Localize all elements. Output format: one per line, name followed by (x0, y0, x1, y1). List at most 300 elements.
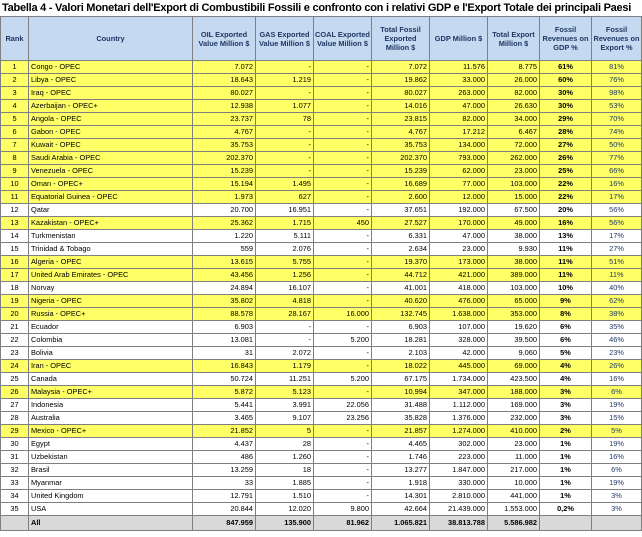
total-fossil-cell: 40.620 (372, 295, 430, 308)
country-cell: Mexico - OPEC+ (29, 425, 193, 438)
gas-cell: 12.020 (256, 503, 314, 516)
fossil-on-gdp-cell: 4% (540, 373, 592, 386)
total-export-cell: 19.620 (488, 321, 540, 334)
gdp-cell: 302.000 (430, 438, 488, 451)
total-export-cell: 232.000 (488, 412, 540, 425)
oil-cell: 88.578 (193, 308, 256, 321)
total-export: 5.586.982 (488, 516, 540, 531)
coal-cell: - (314, 464, 372, 477)
total-fossil-cell: 19.370 (372, 256, 430, 269)
total-fossil-cell: 35.753 (372, 139, 430, 152)
oil-cell: 4.437 (193, 438, 256, 451)
total-export-cell: 26.000 (488, 74, 540, 87)
fossil-on-gdp-cell: 61% (540, 61, 592, 74)
rank-cell: 27 (1, 399, 29, 412)
gdp-cell: 1.376.000 (430, 412, 488, 425)
table-row (1, 61, 642, 74)
gas-cell: 1.077 (256, 100, 314, 113)
rank-cell: 5 (1, 113, 29, 126)
gdp-cell: 12.000 (430, 191, 488, 204)
fossil-on-gdp-cell: 11% (540, 269, 592, 282)
rank-cell: 7 (1, 139, 29, 152)
total-fossil-cell: 202.370 (372, 152, 430, 165)
total-export-cell: 23.000 (488, 438, 540, 451)
fossil-on-export-cell: 35% (592, 321, 642, 334)
fossil-on-gdp-cell: 26% (540, 152, 592, 165)
total-export-cell: 262.000 (488, 152, 540, 165)
gdp-cell: 1.734.000 (430, 373, 488, 386)
header-oil: OIL Exported Value Million $ (193, 17, 256, 61)
oil-cell: 3.465 (193, 412, 256, 425)
header-fossil-on-gdp: Fossil Revenues on GDP % (540, 17, 592, 61)
total-fossil-cell: 14.301 (372, 490, 430, 503)
oil-cell: 43.456 (193, 269, 256, 282)
coal-cell: 23.256 (314, 412, 372, 425)
oil-cell: 33 (193, 477, 256, 490)
total-fossil-cell: 14.016 (372, 100, 430, 113)
fossil-on-export-cell: 23% (592, 347, 642, 360)
fossil-on-gdp-cell: 60% (540, 74, 592, 87)
table-row (1, 321, 642, 334)
fossil-on-export-cell: 26% (592, 360, 642, 373)
fossil-on-export-cell: 70% (592, 113, 642, 126)
gas-cell: - (256, 126, 314, 139)
total-export-cell: 11.000 (488, 451, 540, 464)
gdp-cell: 134.000 (430, 139, 488, 152)
coal-cell: - (314, 113, 372, 126)
table-row (1, 373, 642, 386)
total-fossil-cell: 1.918 (372, 477, 430, 490)
rank-cell: 10 (1, 178, 29, 191)
oil-cell: 20.700 (193, 204, 256, 217)
gas-cell: 28.167 (256, 308, 314, 321)
coal-cell: - (314, 74, 372, 87)
total-fossil-cell: 2.103 (372, 347, 430, 360)
total-rank-cell (1, 516, 29, 531)
rank-cell: 22 (1, 334, 29, 347)
gas-cell: 1.885 (256, 477, 314, 490)
gdp-cell: 223.000 (430, 451, 488, 464)
oil-cell: 13.259 (193, 464, 256, 477)
country-cell: Oman - OPEC+ (29, 178, 193, 191)
table-row (1, 386, 642, 399)
fossil-on-gdp-cell: 1% (540, 451, 592, 464)
gdp-cell: 793.000 (430, 152, 488, 165)
table-row (1, 100, 642, 113)
gas-cell: 18 (256, 464, 314, 477)
country-cell: Australia (29, 412, 193, 425)
fossil-on-gdp-cell: 5% (540, 347, 592, 360)
gas-cell: 9.107 (256, 412, 314, 425)
table-row (1, 165, 642, 178)
gdp-cell: 418.000 (430, 282, 488, 295)
table-row (1, 464, 642, 477)
fossil-on-gdp-cell: 6% (540, 321, 592, 334)
table-row (1, 503, 642, 516)
coal-cell: - (314, 204, 372, 217)
gas-cell: 1.256 (256, 269, 314, 282)
table-title: Tabella 4 - Valori Monetari dell'Export di Combustibili Fossili e confronto con i relativi GDP e l'Export Totale dei principali Paesi (2, 2, 632, 14)
gas-cell: 1.510 (256, 490, 314, 503)
fossil-on-gdp-cell: 11% (540, 243, 592, 256)
gdp-cell: 17.212 (430, 126, 488, 139)
gas-cell: 627 (256, 191, 314, 204)
fossil-on-gdp-cell: 2% (540, 425, 592, 438)
total-fossil-cell: 1.746 (372, 451, 430, 464)
fossil-on-export-cell: 76% (592, 74, 642, 87)
rank-cell: 14 (1, 230, 29, 243)
table-row (1, 87, 642, 100)
rank-cell: 28 (1, 412, 29, 425)
rank-cell: 20 (1, 308, 29, 321)
total-fossil-cell: 4.767 (372, 126, 430, 139)
fossil-on-export-cell: 46% (592, 334, 642, 347)
oil-cell: 15.194 (193, 178, 256, 191)
table-row (1, 204, 642, 217)
fossil-on-gdp-cell: 1% (540, 464, 592, 477)
country-cell: Colombia (29, 334, 193, 347)
country-cell: United Kingdom (29, 490, 193, 503)
gas-cell: - (256, 165, 314, 178)
fossil-on-gdp-cell: 25% (540, 165, 592, 178)
country-cell: Norvay (29, 282, 193, 295)
coal-cell: - (314, 490, 372, 503)
coal-cell: - (314, 256, 372, 269)
fossil-on-export-cell: 19% (592, 477, 642, 490)
fossil-on-export-cell: 17% (592, 230, 642, 243)
oil-cell: 35.753 (193, 139, 256, 152)
coal-cell: - (314, 165, 372, 178)
gdp-cell: 263.000 (430, 87, 488, 100)
fossil-on-gdp-cell: 1% (540, 477, 592, 490)
fossil-on-gdp-cell: 30% (540, 87, 592, 100)
rank-cell: 31 (1, 451, 29, 464)
fossil-on-gdp-cell: 1% (540, 490, 592, 503)
fossil-on-gdp-cell: 30% (540, 100, 592, 113)
oil-cell: 5.441 (193, 399, 256, 412)
oil-cell: 4.767 (193, 126, 256, 139)
gas-cell: 1.715 (256, 217, 314, 230)
coal-cell: - (314, 360, 372, 373)
total-fossil-cell: 13.277 (372, 464, 430, 477)
gas-cell: - (256, 321, 314, 334)
table-row (1, 308, 642, 321)
fossil-on-gdp-cell: 4% (540, 360, 592, 373)
gdp-cell: 42.000 (430, 347, 488, 360)
country-cell: Trinidad & Tobago (29, 243, 193, 256)
rank-cell: 1 (1, 61, 29, 74)
coal-cell: - (314, 282, 372, 295)
country-cell: Kazakistan - OPEC+ (29, 217, 193, 230)
oil-cell: 5.872 (193, 386, 256, 399)
gas-cell: 5 (256, 425, 314, 438)
country-cell: Myanmar (29, 477, 193, 490)
coal-cell: - (314, 243, 372, 256)
total-export-cell: 6.467 (488, 126, 540, 139)
total-fossil-cell: 42.664 (372, 503, 430, 516)
total-fossil-cell: 19.862 (372, 74, 430, 87)
country-cell: Algeria - OPEC (29, 256, 193, 269)
coal-cell: - (314, 230, 372, 243)
total-export-cell: 103.000 (488, 178, 540, 191)
fossil-on-export-cell: 17% (592, 191, 642, 204)
fossil-on-gdp-cell: 29% (540, 113, 592, 126)
total-fossil-cell: 41.001 (372, 282, 430, 295)
gas-cell: 1.219 (256, 74, 314, 87)
fossil-on-gdp-cell: 11% (540, 256, 592, 269)
gdp-cell: 1.112.000 (430, 399, 488, 412)
gdp-cell: 47.000 (430, 230, 488, 243)
oil-cell: 486 (193, 451, 256, 464)
coal-cell: - (314, 126, 372, 139)
total-export-cell: 8.775 (488, 61, 540, 74)
fossil-on-export-cell: 38% (592, 308, 642, 321)
total-export-cell: 441.000 (488, 490, 540, 503)
total-export-cell: 389.000 (488, 269, 540, 282)
oil-cell: 12.791 (193, 490, 256, 503)
country-cell: Turkmenistan (29, 230, 193, 243)
oil-cell: 1.220 (193, 230, 256, 243)
total-fossil-cell: 67.175 (372, 373, 430, 386)
total-export-cell: 1.553.000 (488, 503, 540, 516)
rank-cell: 13 (1, 217, 29, 230)
gas-cell: - (256, 139, 314, 152)
country-cell: Iraq - OPEC (29, 87, 193, 100)
table-row (1, 360, 642, 373)
total-fossil-cell: 10.994 (372, 386, 430, 399)
oil-cell: 559 (193, 243, 256, 256)
total-export-cell: 169.000 (488, 399, 540, 412)
total-export-cell: 15.000 (488, 191, 540, 204)
coal-cell: - (314, 152, 372, 165)
total-label: All (29, 516, 193, 531)
table-row (1, 490, 642, 503)
gas-cell: - (256, 87, 314, 100)
table-row (1, 399, 642, 412)
oil-cell: 16.843 (193, 360, 256, 373)
total-fossil-cell: 6.903 (372, 321, 430, 334)
table-row (1, 139, 642, 152)
total-export-cell: 10.000 (488, 477, 540, 490)
country-cell: Kuwait - OPEC (29, 139, 193, 152)
gas-cell: 4.818 (256, 295, 314, 308)
gas-cell: - (256, 61, 314, 74)
rank-cell: 8 (1, 152, 29, 165)
coal-cell: - (314, 451, 372, 464)
total-fossil-cell: 37.651 (372, 204, 430, 217)
gdp-cell: 107.000 (430, 321, 488, 334)
coal-cell: - (314, 425, 372, 438)
table-row (1, 256, 642, 269)
header-total-fossil: Total Fossil Exported Million $ (372, 17, 430, 61)
fossil-on-gdp-cell: 6% (540, 334, 592, 347)
total-export-cell: 65.000 (488, 295, 540, 308)
rank-cell: 21 (1, 321, 29, 334)
oil-cell: 13.081 (193, 334, 256, 347)
country-cell: Bolivia (29, 347, 193, 360)
country-cell: Canada (29, 373, 193, 386)
total-gas: 135.900 (256, 516, 314, 531)
fossil-on-export-cell: 40% (592, 282, 642, 295)
gdp-cell: 328.000 (430, 334, 488, 347)
oil-cell: 20.844 (193, 503, 256, 516)
country-cell: Gabon - OPEC (29, 126, 193, 139)
country-cell: Brasil (29, 464, 193, 477)
total-export-cell: 72.000 (488, 139, 540, 152)
fossil-on-gdp-cell: 3% (540, 399, 592, 412)
total-fossil-cell: 23.815 (372, 113, 430, 126)
total-fossil-cell: 15.239 (372, 165, 430, 178)
header-coal: COAL Exported Value Million $ (314, 17, 372, 61)
table-row (1, 295, 642, 308)
gdp-cell: 1.638.000 (430, 308, 488, 321)
table-row (1, 113, 642, 126)
total-export-cell: 39.500 (488, 334, 540, 347)
gas-cell: 5.111 (256, 230, 314, 243)
total-oil: 847.959 (193, 516, 256, 531)
fossil-on-export-cell: 16% (592, 373, 642, 386)
country-cell: Uzbekistan (29, 451, 193, 464)
gdp-cell: 445.000 (430, 360, 488, 373)
fossil-on-export-cell: 6% (592, 386, 642, 399)
coal-cell: - (314, 61, 372, 74)
total-fossil-cell: 31.488 (372, 399, 430, 412)
gdp-cell: 1.847.000 (430, 464, 488, 477)
country-cell: USA (29, 503, 193, 516)
gdp-cell: 476.000 (430, 295, 488, 308)
rank-cell: 9 (1, 165, 29, 178)
fossil-on-export-cell: 98% (592, 87, 642, 100)
gdp-cell: 347.000 (430, 386, 488, 399)
total-fossil-cell: 21.857 (372, 425, 430, 438)
fossil-on-export-cell: 56% (592, 217, 642, 230)
fossil-on-gdp-cell: 22% (540, 178, 592, 191)
gdp-cell: 47.000 (430, 100, 488, 113)
country-cell: United Arab Emirates - OPEC (29, 269, 193, 282)
total-fossil-cell: 16.689 (372, 178, 430, 191)
rank-cell: 12 (1, 204, 29, 217)
coal-cell: - (314, 191, 372, 204)
country-cell: Saudi Arabia - OPEC (29, 152, 193, 165)
rank-cell: 18 (1, 282, 29, 295)
fossil-on-gdp-cell: 1% (540, 438, 592, 451)
country-cell: Angola - OPEC (29, 113, 193, 126)
header-rank: Rank (1, 17, 29, 61)
total-export-cell: 82.000 (488, 87, 540, 100)
rank-cell: 25 (1, 373, 29, 386)
gas-cell: 5.755 (256, 256, 314, 269)
oil-cell: 25.362 (193, 217, 256, 230)
coal-cell: - (314, 321, 372, 334)
oil-cell: 202.370 (193, 152, 256, 165)
total-fossil-cell: 44.712 (372, 269, 430, 282)
table-row (1, 425, 642, 438)
total-fossil-cell: 35.828 (372, 412, 430, 425)
gdp-cell: 11.576 (430, 61, 488, 74)
total-fossil-cell: 132.745 (372, 308, 430, 321)
total-export-cell: 67.500 (488, 204, 540, 217)
total-fossil: 1.065.821 (372, 516, 430, 531)
coal-cell: 5.200 (314, 334, 372, 347)
coal-cell: 9.800 (314, 503, 372, 516)
table-row (1, 217, 642, 230)
table-row (1, 438, 642, 451)
coal-cell: - (314, 477, 372, 490)
gas-cell: 28 (256, 438, 314, 451)
rank-cell: 16 (1, 256, 29, 269)
gas-cell: - (256, 334, 314, 347)
coal-cell: - (314, 386, 372, 399)
rank-cell: 34 (1, 490, 29, 503)
fossil-on-gdp-cell: 3% (540, 412, 592, 425)
rank-cell: 6 (1, 126, 29, 139)
total-fossil-cell: 80.027 (372, 87, 430, 100)
header-total-export: Total Export Million $ (488, 17, 540, 61)
fossil-on-gdp-cell: 13% (540, 230, 592, 243)
total-fossil-cell: 7.072 (372, 61, 430, 74)
total-fossil-cell: 18.281 (372, 334, 430, 347)
gdp-cell: 33.000 (430, 74, 488, 87)
coal-cell: - (314, 295, 372, 308)
table-row (1, 451, 642, 464)
fossil-on-gdp-cell: 28% (540, 126, 592, 139)
rank-cell: 17 (1, 269, 29, 282)
total-fossil-cell: 2.634 (372, 243, 430, 256)
oil-cell: 6.903 (193, 321, 256, 334)
oil-cell: 80.027 (193, 87, 256, 100)
total-export-cell: 26.630 (488, 100, 540, 113)
gas-cell: 1.260 (256, 451, 314, 464)
rank-cell: 23 (1, 347, 29, 360)
gas-cell: 3.991 (256, 399, 314, 412)
header-country: Country (29, 17, 193, 61)
header-fossil-on-export: Fossil Revenues on Export % (592, 17, 642, 61)
table-row (1, 282, 642, 295)
country-cell: Indonesia (29, 399, 193, 412)
fossil-on-export-cell: 81% (592, 61, 642, 74)
gas-cell: 78 (256, 113, 314, 126)
table-row (1, 74, 642, 87)
total-fossil-cell: 6.331 (372, 230, 430, 243)
gdp-cell: 1.274.000 (430, 425, 488, 438)
gas-cell: 5.123 (256, 386, 314, 399)
gdp-cell: 421.000 (430, 269, 488, 282)
oil-cell: 18.643 (193, 74, 256, 87)
coal-cell: - (314, 347, 372, 360)
oil-cell: 35.802 (193, 295, 256, 308)
gdp-cell: 330.000 (430, 477, 488, 490)
table-row (1, 243, 642, 256)
coal-cell: - (314, 438, 372, 451)
gdp-cell: 23.000 (430, 243, 488, 256)
total-export-cell: 9.060 (488, 347, 540, 360)
gdp-cell: 82.000 (430, 113, 488, 126)
rank-cell: 11 (1, 191, 29, 204)
coal-cell: 16.000 (314, 308, 372, 321)
oil-cell: 1.973 (193, 191, 256, 204)
fossil-on-export-cell: 51% (592, 256, 642, 269)
fossil-on-export-cell: 19% (592, 399, 642, 412)
gas-cell: 11.251 (256, 373, 314, 386)
rank-cell: 35 (1, 503, 29, 516)
total-fossil-cell: 27.527 (372, 217, 430, 230)
fossil-on-gdp-cell: 0,2% (540, 503, 592, 516)
table-row (1, 412, 642, 425)
rank-cell: 15 (1, 243, 29, 256)
gdp-cell: 21.439.000 (430, 503, 488, 516)
oil-cell: 13.615 (193, 256, 256, 269)
total-export-cell: 23.000 (488, 165, 540, 178)
